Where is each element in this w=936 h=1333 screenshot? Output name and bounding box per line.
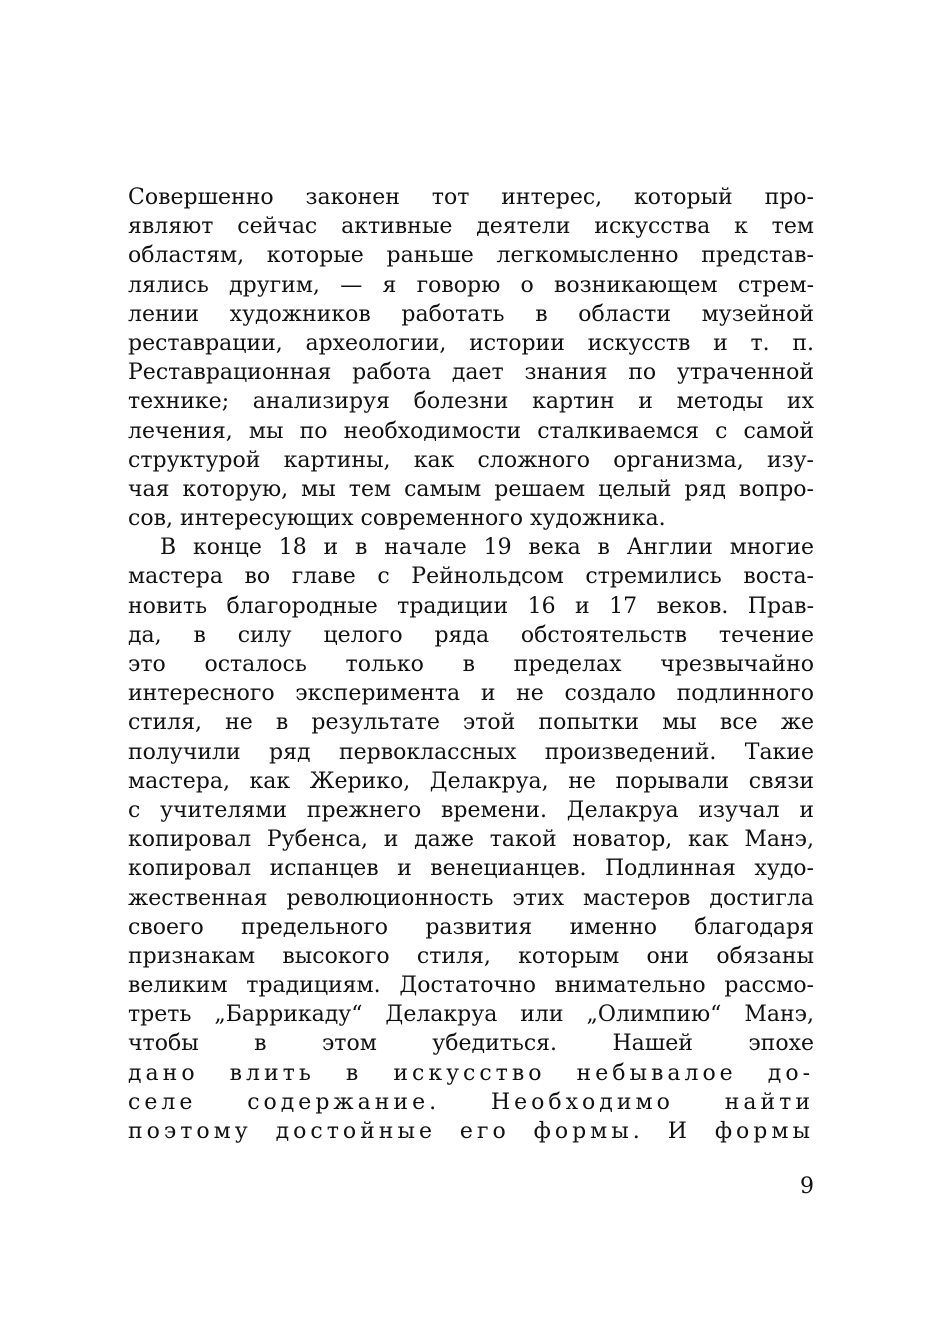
paragraph-1-line: реставрации, археологии, истории искусств и т. п. [128, 330, 814, 356]
paragraph-2-line: копировал испанцев и венецианцев. Подлинная худо- [128, 856, 814, 882]
paragraph-2-line: да, в силу целого ряда обстоятельств течение [128, 622, 814, 648]
paragraph-2-line-spaced: поэтому достойные его формы. И формы [128, 1119, 814, 1144]
paragraph-1-line: Совершенно законен тот интерес, который про- [128, 185, 814, 210]
paragraph-1-line: лялись другим, — я говорю о возникающем стрем- [128, 272, 814, 298]
paragraph-2-line: признакам высокого стиля, которым они обязаны [128, 943, 814, 969]
paragraph-1-line: структурой картины, как сложного организма, изу- [128, 447, 814, 473]
paragraph-1-line: сов, интересующих современного художника. [128, 506, 666, 532]
paragraph-2-line: треть „Баррикаду“ Делакруа или „Олимпию“ Манэ, [128, 1002, 814, 1028]
paragraph-1-line: областям, которые раньше легкомысленно представ- [128, 243, 814, 269]
paragraph-2-line: новить благородные традиции 16 и 17 веков. Прав- [128, 593, 814, 619]
paragraph-2-line: это осталось только в пределах чрезвычайно [128, 652, 814, 677]
paragraph-2-line-spaced: селе содержание. Необходимо найти [128, 1089, 814, 1115]
paragraph-2-line: стиля, не в результате этой попытки мы все же [128, 710, 814, 736]
paragraph-1-line: являют сейчас активные деятели искусства к тем [128, 214, 814, 240]
paragraph-2-line: с учителями прежнего времени. Делакруа изучал и [128, 797, 814, 823]
paragraph-2-line: копировал Рубенса, и даже такой новатор, как Манэ, [128, 827, 814, 853]
page-number: 9 [800, 1174, 814, 1199]
paragraph-2-line: интересного эксперимента и не создало подлинного [128, 681, 814, 707]
paragraph-1-line: чая которую, мы тем самым решаем целый ряд вопро- [128, 476, 814, 502]
paragraph-1-line: лечения, мы по необходимости сталкиваемся с самой [128, 418, 814, 444]
paragraph-2-line: великим традициям. Достаточно внимательно рассмо- [128, 973, 814, 999]
paragraph-2-line: жественная революционность этих мастеров достигла [128, 885, 814, 911]
body-text [128, 183, 814, 1146]
paragraph-1-line: Реставрационная работа дает знания по утраченной [128, 360, 814, 386]
paragraph-2-line: мастера во главе с Рейнольдсом стремились воста- [128, 564, 814, 590]
paragraph-2-line: В конце 18 и в начале 19 века в Англии многие [160, 535, 814, 561]
paragraph-2-line: чтобы в этом убедиться. Нашей эпохе [128, 1031, 814, 1057]
paragraph-1-line: технике; анализируя болезни картин и методы их [128, 389, 814, 415]
paragraph-2-line: своего предельного развития именно благодаря [128, 914, 814, 940]
paragraph-1-line: лении художников работать в области музейной [128, 301, 814, 327]
paragraph-2-line: получили ряд первоклассных произведений. Такие [128, 739, 814, 765]
paragraph-2-line-spaced: дано влить в искусство небывалое до- [128, 1060, 814, 1086]
paragraph-2-line: мастера, как Жерико, Делакруа, не порывали связи [128, 768, 814, 794]
